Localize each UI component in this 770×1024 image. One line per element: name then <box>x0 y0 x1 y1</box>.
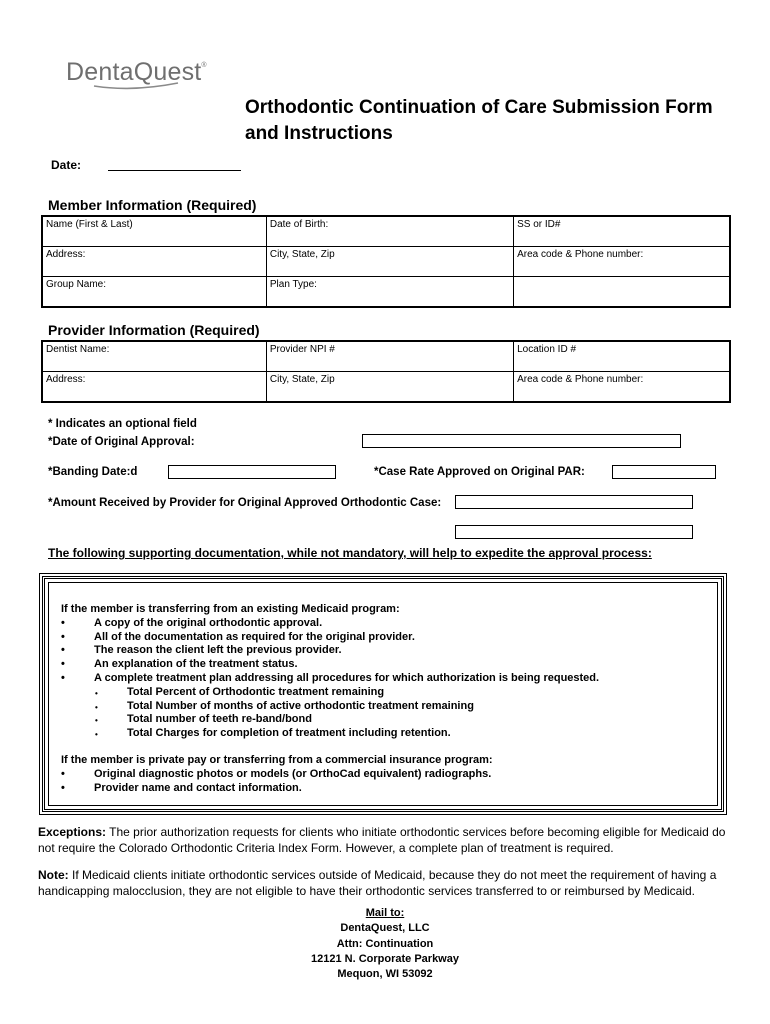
mail-to-heading: Mail to: <box>365 907 405 919</box>
provider-npi-field[interactable]: Provider NPI # <box>266 341 513 372</box>
documentation-box-inner <box>48 582 718 806</box>
banding-date-label: *Banding Date:d <box>48 466 138 478</box>
provider-city-field[interactable]: City, State, Zip <box>266 372 513 403</box>
table-row <box>42 341 730 372</box>
case-rate-label: *Case Rate Approved on Original PAR: <box>374 466 585 478</box>
table-row <box>42 372 730 403</box>
logo-text: DentaQuest <box>66 58 202 86</box>
member-city-field[interactable]: City, State, Zip <box>266 247 513 277</box>
list-item: • Provider name and contact information. <box>61 782 701 796</box>
date-field[interactable] <box>108 170 241 171</box>
dentist-name-field[interactable]: Dentist Name: <box>42 341 266 372</box>
member-info-table <box>41 215 731 308</box>
location-id-field[interactable]: Location ID # <box>514 341 730 372</box>
note-label: Note: <box>38 868 69 882</box>
logo-swoosh-icon <box>92 80 182 92</box>
exceptions-paragraph <box>38 824 738 856</box>
list-item: • The reason the client left the previous provider. <box>61 644 701 658</box>
list-item: • All of the documentation as required for the original provider. <box>61 631 701 645</box>
amount-received-label: *Amount Received by Provider for Original Approved Orthodontic Case: <box>48 497 442 509</box>
mail-line: Attn: Continuation <box>336 937 434 950</box>
provider-info-table <box>41 340 731 403</box>
list-item: • A complete treatment plan addressing all procedures for which authorization is being requested. <box>61 672 701 686</box>
date-label: Date: <box>51 158 82 172</box>
member-info-heading: Member Information (Required) <box>48 197 257 213</box>
private-heading: If the member is private pay or transferring from a commercial insurance program: <box>61 753 493 766</box>
table-row <box>42 277 730 308</box>
provider-phone-field[interactable]: Area code & Phone number: <box>514 372 730 403</box>
mail-to-block <box>0 906 770 982</box>
member-ssid-field[interactable]: SS or ID# <box>514 216 730 247</box>
note-paragraph <box>38 867 738 899</box>
registered-mark: ® <box>201 62 207 69</box>
member-plan-field[interactable]: Plan Type: <box>266 277 513 308</box>
banding-date-input[interactable] <box>168 465 336 479</box>
case-rate-input[interactable] <box>612 465 716 479</box>
mail-line: DentaQuest, LLC <box>340 922 430 935</box>
member-group-field[interactable]: Group Name: <box>42 277 266 308</box>
list-item: • An explanation of the treatment status. <box>61 658 701 672</box>
optional-note: * Indicates an optional field <box>48 418 197 430</box>
provider-info-heading: Provider Information (Required) <box>48 322 260 338</box>
documentation-box <box>42 576 724 812</box>
original-approval-input[interactable] <box>362 434 681 448</box>
mail-line: 12121 N. Corporate Parkway <box>311 952 459 965</box>
sub-list-item: • Total number of teeth re-band/bond <box>61 713 701 727</box>
amount-received-input-2[interactable] <box>455 525 693 539</box>
amount-received-input[interactable] <box>455 495 693 509</box>
sub-list-item: • Total Number of months of active orthodontic treatment remaining <box>61 700 701 714</box>
list-item: • Original diagnostic photos or models (or OrthoCad equivalent) radiographs. <box>61 768 701 782</box>
list-item: • A copy of the original orthodontic approval. <box>61 617 701 631</box>
sub-list-item: • Total Percent of Orthodontic treatment remaining <box>61 686 701 700</box>
member-address-field[interactable]: Address: <box>42 247 266 277</box>
member-dob-field[interactable]: Date of Birth: <box>266 216 513 247</box>
exceptions-label: Exceptions: <box>38 825 107 839</box>
documentation-list <box>61 603 701 795</box>
sub-list-item: • Total Charges for completion of treatment including retention. <box>61 727 701 741</box>
medicaid-heading: If the member is transferring from an existing Medicaid program: <box>61 603 400 615</box>
spacer <box>61 741 701 754</box>
member-phone-field[interactable]: Area code & Phone number: <box>514 247 730 277</box>
table-row <box>42 247 730 277</box>
exceptions-text: The prior authorization requests for clients who initiate orthodontic services before becoming eligible for Medicaid do not require the Colorado Orthodontic Criteria Index Form. However, a complete plan of treatment is required. <box>38 825 726 855</box>
mail-line: Mequon, WI 53092 <box>337 968 433 981</box>
member-empty-field[interactable] <box>514 277 730 308</box>
original-approval-label: *Date of Original Approval: <box>48 436 195 448</box>
note-text: If Medicaid clients initiate orthodontic services outside of Medicaid, because they do not meet the requirement of having a handicapping malocclusion, they are not eligible to have their orthodontic services transferred to or reimbursed by Medicaid. <box>38 868 717 898</box>
supporting-docs-note: The following supporting documentation, while not mandatory, will help to expedite the approval process: <box>48 546 652 560</box>
page-title: Orthodontic Continuation of Care Submission Form and Instructions <box>245 97 713 144</box>
member-name-field[interactable]: Name (First & Last) <box>42 216 266 247</box>
table-row <box>42 216 730 247</box>
provider-address-field[interactable]: Address: <box>42 372 266 403</box>
